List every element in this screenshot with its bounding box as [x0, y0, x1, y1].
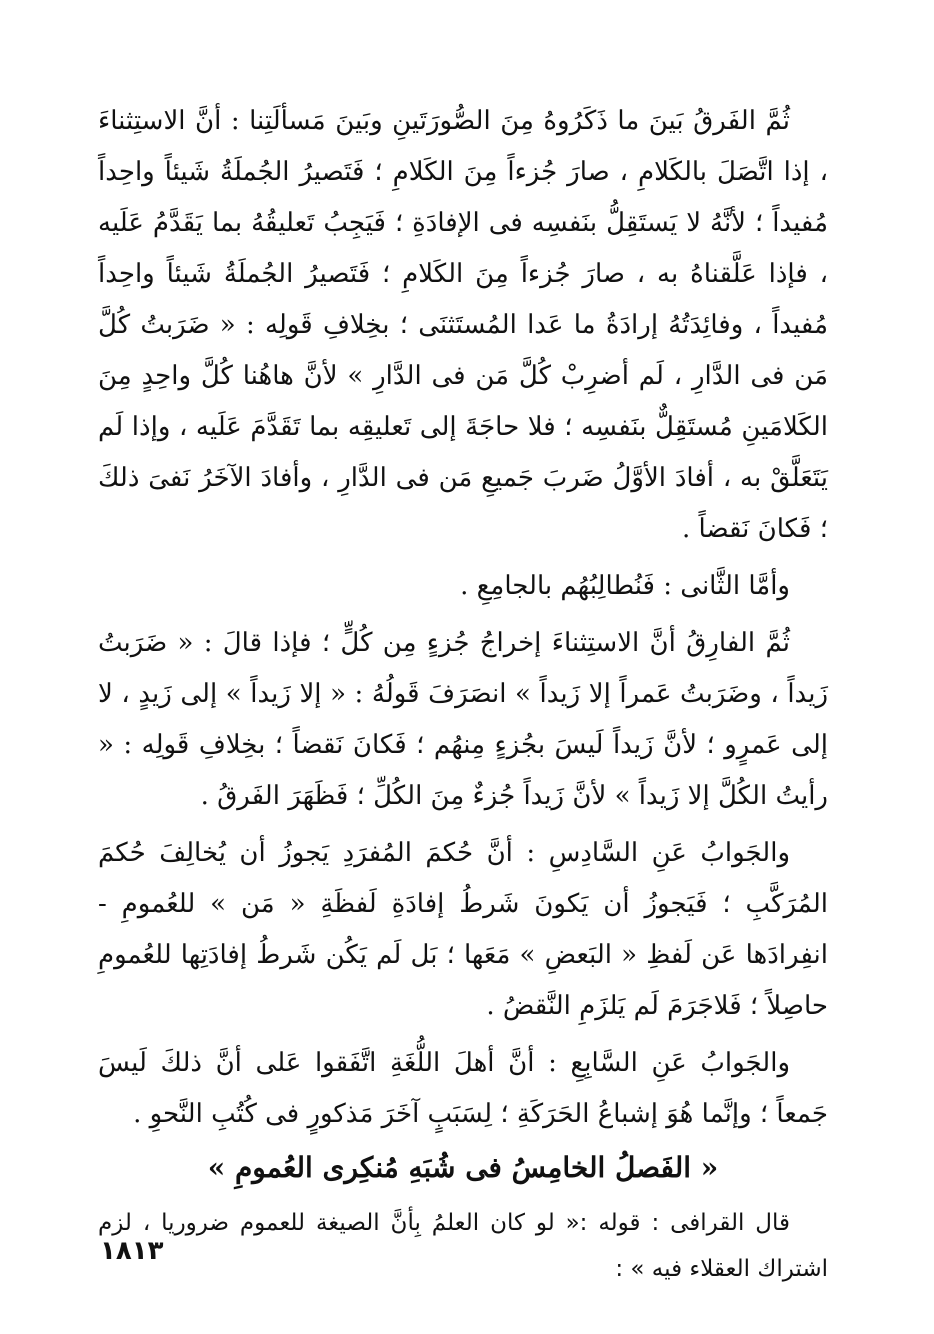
paragraph-3: ثُمَّ الفارِقُ أنَّ الاستِثناءَ إخراجُ جُزءٍ مِن كُلٍّ ؛ فإذا قالَ : « ضَرَبتُ زَيداً ، وضَرَبتُ عَمراً إلا زَيداً » انصَرَفَ قَولُهُ : « إلا زَيداً » إلى زَيدٍ ، لا إلى عَمرٍو ؛ لأنَّ زَيداً لَيسَ بجُزءٍ مِنهُم ؛ فَكانَ نَقضاً ؛ بخِلافِ قَولِه : « رأيتُ الكُلَّ إلا زَيداً » لأنَّ زَيداً جُزءٌ مِنَ الكُلِّ ؛ فَظَهَرَ الفَرقُ .: [98, 628, 828, 811]
book-page-body: [98, 96, 828, 1315]
paragraph-2: وأمَّا الثَّانى : فَنُطالِبُهُم بالجامِعِ .: [460, 571, 790, 601]
paragraph-1: ثُمَّ الفَرقُ بَينَ ما ذَكَرُوهُ مِنَ الصُّورَتَينِ وبَينَ مَسألَتِنا : أنَّ الاستِثناءَ ، إذا اتَّصَلَ بالكَلامِ ، صارَ جُزءاً مِنَ الكَلامِ ؛ فَتَصيرُ الجُملَةُ شَيئاً واحِداً مُفيداً ؛ لأنَّهُ لا يَستَقِلُّ بنَفسِه فى الإفادَةِ ؛ فَيَجِبُ تَعليقُهُ بما يَقَدَّمُ عَلَيه ، فإذا عَلَّقناهُ به ، صارَ جُزءاً مِنَ الكَلامِ ؛ فَتَصيرُ الجُملَةُ شَيئاً واحِداً مُفيداً ، وفائِدَتُهُ إرادَةُ ما عَدا المُستَثنَى ؛ بخِلافِ قَولِه : « ضَرَبتُ كُلَّ مَن فى الدَّارِ ، لَم أضرِبْ كُلَّ مَن فى الدَّارِ » لأنَّ هاهُنا كُلَّ واحِدٍ مِنَ الكَلامَينِ مُستَقِلٌّ بنَفسِه ؛ فلا حاجَةَ إلى تَعليقِه بما تَقَدَّمَ عَلَيه ، وإذا لَم يَتَعَلَّقْ به ، أفادَ الأوَّلُ ضَربَ جَميعِ مَن فى الدَّارِ ، وأفادَ الآخَرُ نَفىَ ذلكَ ؛ فَكانَ نَقضاً .: [98, 106, 828, 544]
page-number: ١٨١٣: [100, 1236, 164, 1266]
commentary-quote: قال القرافى : قوله :« لو كان العلمُ بِأنَّ الصيغة للعموم ضروريا ، لزم اشتراك العقلاء فيه » :: [98, 1210, 828, 1282]
paragraph-4: والجَوابُ عَنِ السَّادِسِ : أنَّ حُكمَ المُفرَدِ يَجوزُ أن يُخالِفَ حُكمَ المُرَكَّبِ ؛ فَيَجوزُ أن يَكونَ شَرطُ إفادَةِ لَفظَةِ « مَن » للعُمومِ - انفِرادَها عَن لَفظِ « البَعضِ » مَعَها ؛ بَل لَم يَكُن شَرطُ إفادَتِها للعُمومِ حاصِلاً ؛ فَلاجَرَمَ لَم يَلزَمِ النَّقضُ .: [98, 838, 828, 1021]
section-heading: « الفَصلُ الخامِسُ فى شُبَهِ مُنكِرى العُمومِ »: [207, 1151, 719, 1184]
paragraph-5: والجَوابُ عَنِ السَّابِعِ : أنَّ أهلَ اللُّغَةِ اتَّفَقوا عَلى أنَّ ذلكَ لَيسَ جَمعاً ؛ وإنَّما هُوَ إشباعُ الحَرَكَةِ ؛ لِسَبَبٍ آخَرَ مَذكورٍ فى كُتُبِ النَّحوِ .: [98, 1048, 828, 1129]
